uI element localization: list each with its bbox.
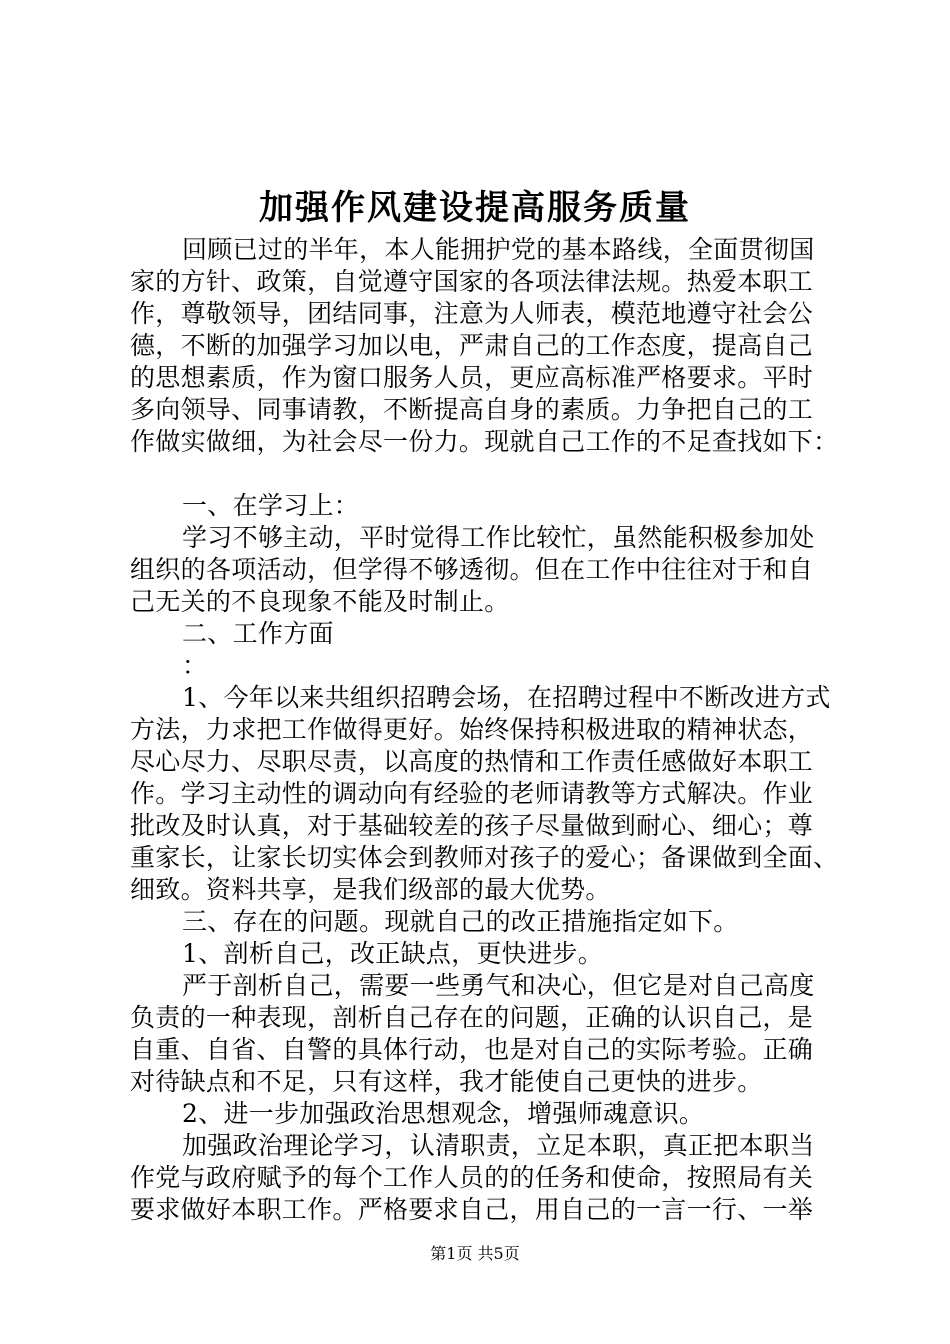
paragraph-line: 批改及时认真，对于基础较差的孩子尽量做到耐心、细心；尊 bbox=[130, 811, 814, 840]
paragraph-line: 尽心尽力、尽职尽责，以高度的热情和工作责任感做好本职工 bbox=[130, 747, 814, 776]
page-number-footer: 第1页 共5页 bbox=[430, 1244, 520, 1263]
paragraph-gap bbox=[130, 458, 830, 490]
section-heading: 三、存在的问题。现就自己的改正措施指定如下。 bbox=[182, 907, 739, 936]
paragraph-line: 德，不断的加强学习加以电，严肃自己的工作态度，提高自己 bbox=[130, 331, 814, 360]
paragraph-line: 家的方针、政策，自觉遵守国家的各项法律法规。热爱本职工 bbox=[130, 267, 814, 296]
paragraph-line: 多向领导、同事请教，不断提高自身的素质。力争把自己的工 bbox=[130, 395, 814, 424]
paragraph-line: 作，尊敬领导，团结同事，注意为人师表，模范地遵守社会公 bbox=[130, 299, 814, 328]
subsection-heading: 2、进一步加强政治思想观念，增强师魂意识。 bbox=[182, 1099, 705, 1128]
paragraph-line: 作做实做细，为社会尽一份力。现就自己工作的不足查找如下： bbox=[130, 427, 839, 456]
paragraph-line: 方法，力求把工作做得更好。始终保持积极进取的精神状态， bbox=[130, 715, 814, 744]
paragraph-line: 严于剖析自己，需要一些勇气和决心，但它是对自己高度 bbox=[182, 971, 815, 1000]
section-heading: 二、工作方面 bbox=[182, 619, 334, 648]
paragraph-line: 回顾已过的半年，本人能拥护党的基本路线，全面贯彻国 bbox=[182, 235, 815, 264]
paragraph-line: 组织的各项活动，但学得不够透彻。但在工作中往往对于和自 bbox=[130, 555, 814, 584]
paragraph-line: 负责的一种表现，剖析自己存在的问题，正确的认识自己，是 bbox=[130, 1003, 814, 1032]
paragraph-line: 细致。资料共享，是我们级部的最大优势。 bbox=[130, 875, 611, 904]
paragraph-line: 作党与政府赋予的每个工作人员的的任务和使命，按照局有关 bbox=[130, 1163, 814, 1192]
paragraph-line: 的思想素质，作为窗口服务人员，更应高标准严格要求。平时 bbox=[130, 363, 814, 392]
paragraph-line: 加强政治理论学习，认清职责，立足本职，真正把本职当 bbox=[182, 1131, 815, 1160]
paragraph-line: 作。学习主动性的调动向有经验的老师请教等方式解决。作业 bbox=[130, 779, 814, 808]
paragraph-line: 己无关的不良现象不能及时制止。 bbox=[130, 587, 510, 616]
subsection-heading: 1、剖析自己，改正缺点，更快进步。 bbox=[182, 939, 604, 968]
paragraph-line: 重家长，让家长切实体会到教师对孩子的爱心；备课做到全面、 bbox=[130, 843, 839, 872]
document-body bbox=[130, 234, 839, 1226]
paragraph-line: 对待缺点和不足，只有这样，我才能使自己更快的进步。 bbox=[130, 1067, 763, 1096]
paragraph-line: 学习不够主动，平时觉得工作比较忙，虽然能积极参加处 bbox=[182, 523, 815, 552]
section-heading: 一、在学习上： bbox=[182, 491, 360, 520]
paragraph-line: ： bbox=[182, 651, 208, 680]
document-title: 加强作风建设提高服务质量 bbox=[259, 188, 691, 228]
paragraph-line: 1、今年以来共组织招聘会场，在招聘过程中不断改进方式 bbox=[182, 683, 831, 712]
paragraph-line: 自重、自省、自警的具体行动，也是对自己的实际考验。正确 bbox=[130, 1035, 814, 1064]
paragraph-line: 要求做好本职工作。严格要求自己，用自己的一言一行、一举 bbox=[130, 1195, 814, 1224]
